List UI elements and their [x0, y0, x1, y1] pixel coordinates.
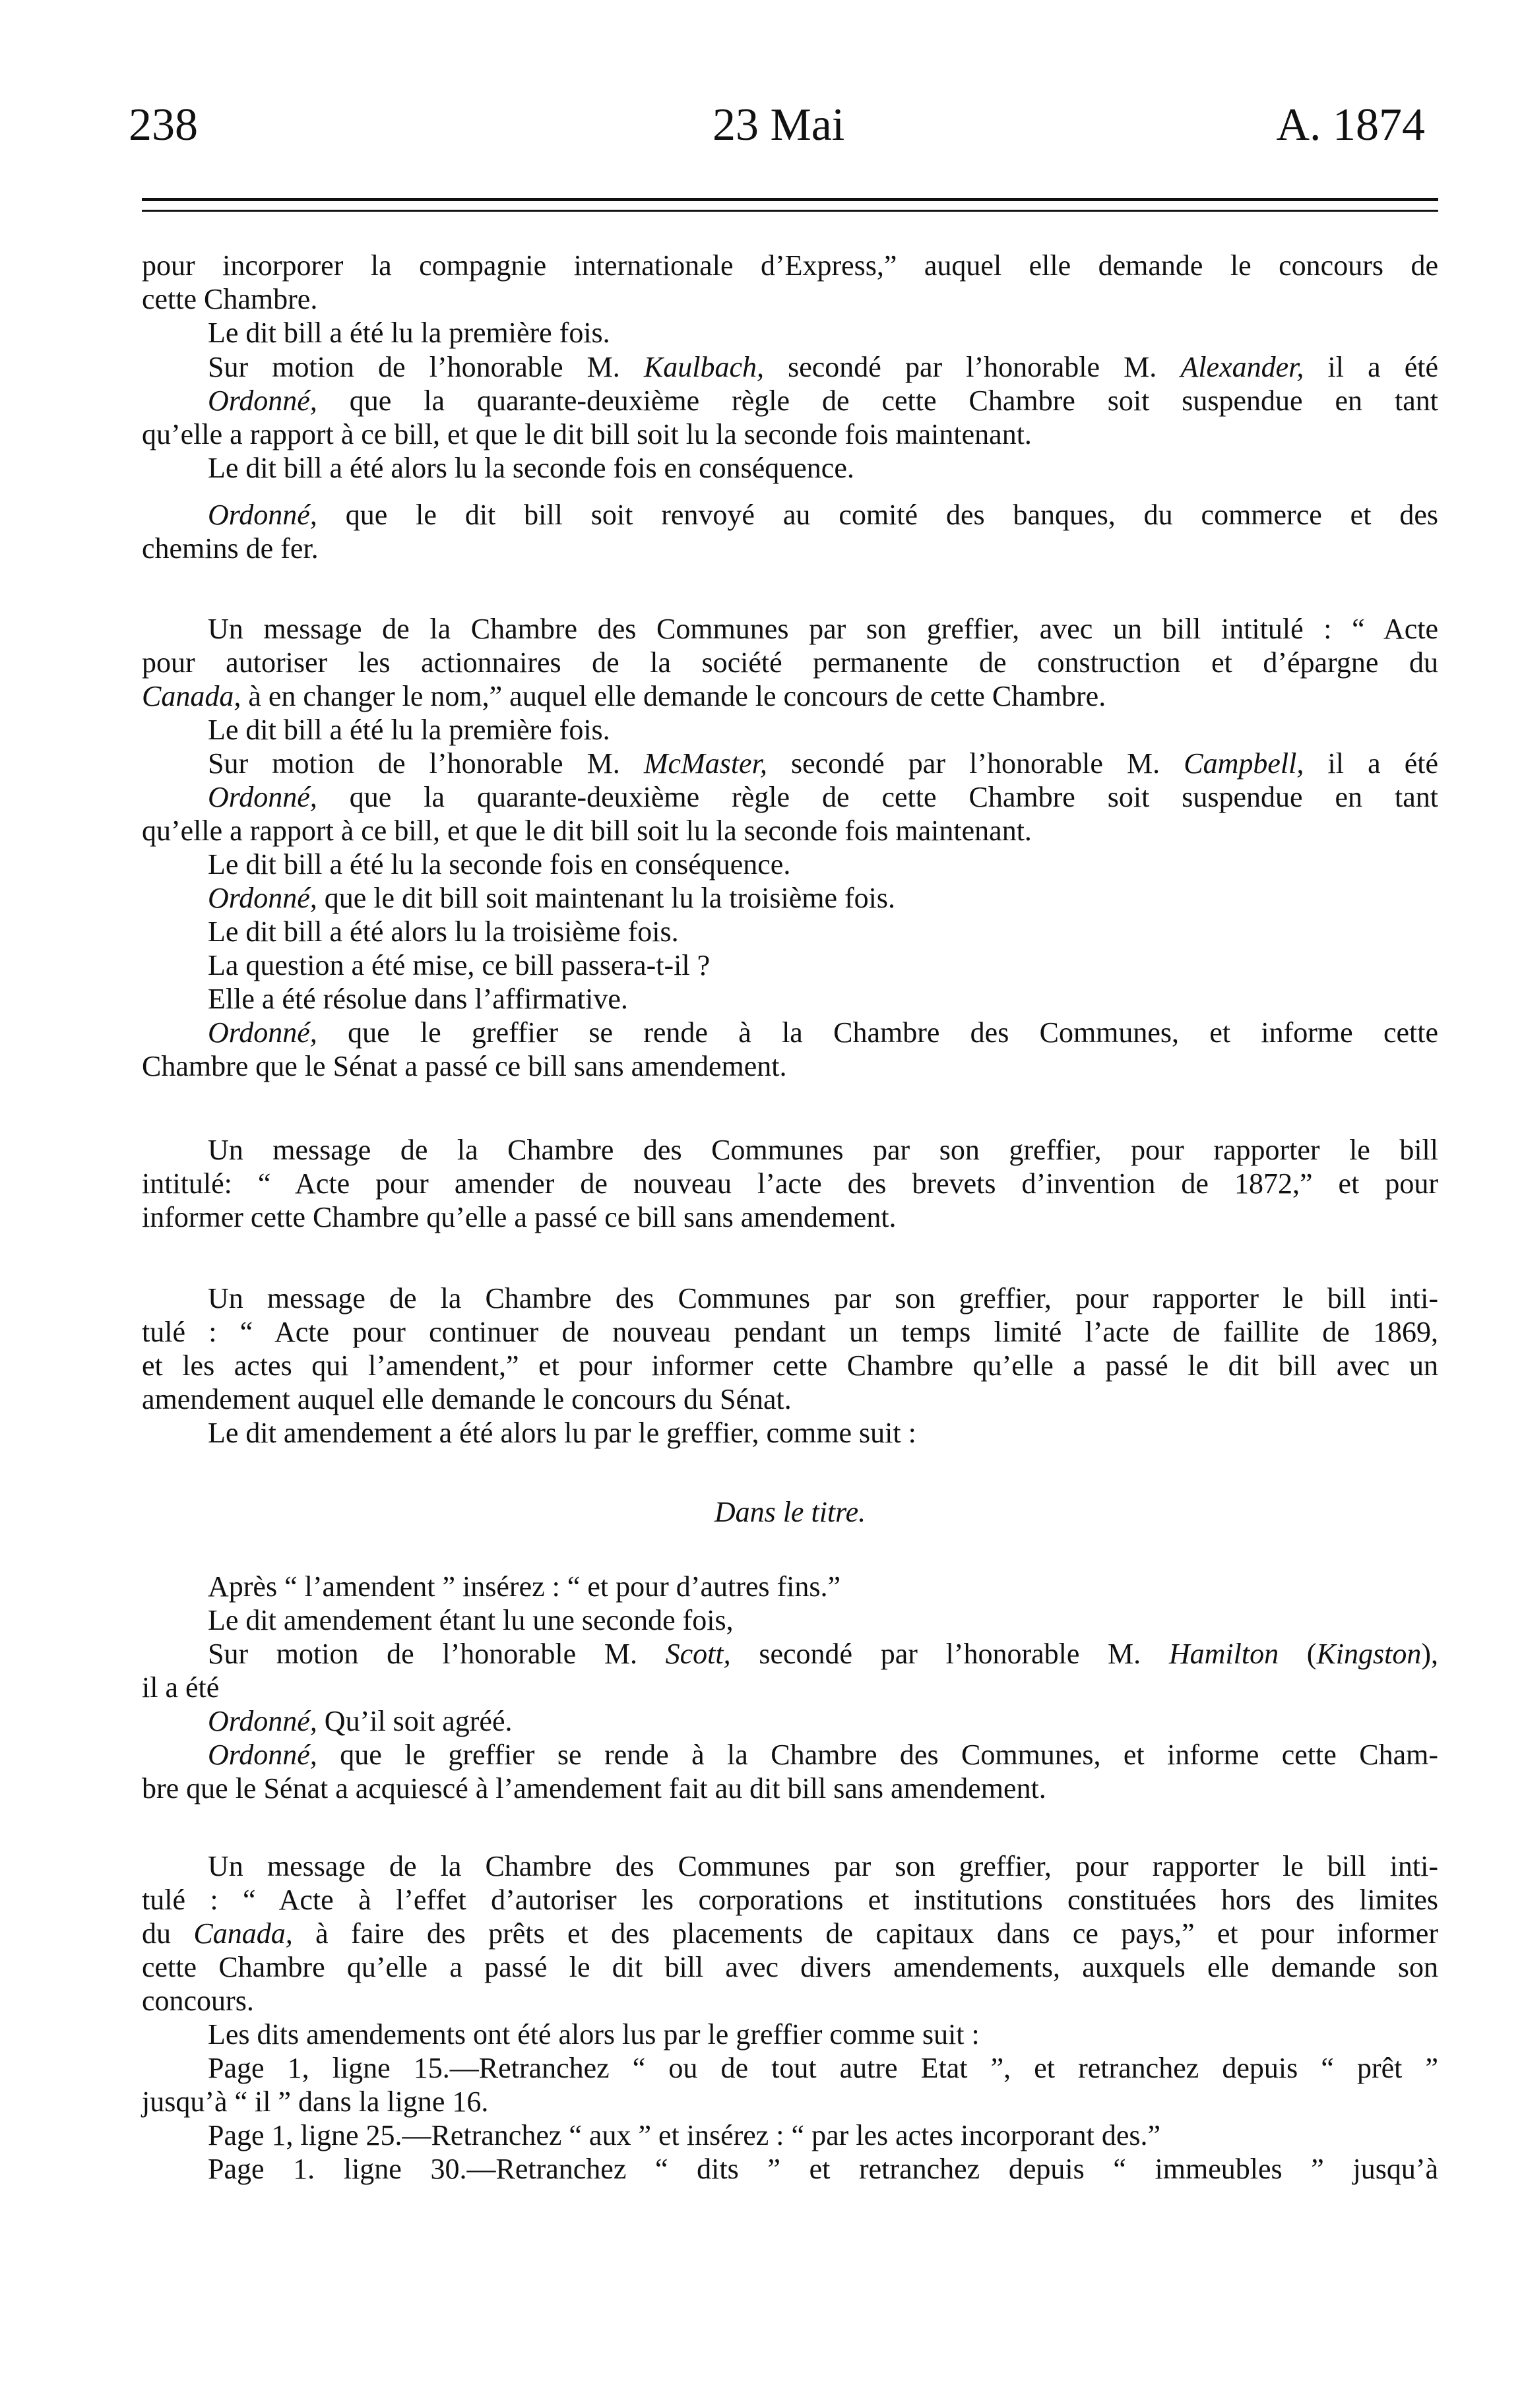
header-date: 23 Mai — [713, 100, 845, 150]
italic-text: Hamilton — [1168, 1638, 1279, 1670]
text-run: que le dit bill soit maintenant lu la troisième fois. — [317, 882, 895, 914]
text-line — [208, 1603, 1438, 1638]
text-run: Sur motion de l’honorable M. — [208, 1638, 666, 1670]
text-line — [208, 848, 1438, 882]
text-run: il a été — [1304, 351, 1439, 383]
text-line — [208, 316, 1438, 350]
text-run: Les dits amendements ont été alors lus par le greffier comme suit : — [208, 2018, 980, 2051]
text-run: tulé : “ Acte à l’effet d’autoriser les corporations et institutions constituées hors des limites — [142, 1884, 1438, 1916]
text-line — [208, 1637, 1438, 1671]
text-run: que la quarante-deuxième règle de cette Chambre soit suspendue en tant — [317, 385, 1438, 417]
text-run: bre que le Sénat a acquiescé à l’amendement fait au dit bill sans amendement. — [142, 1772, 1046, 1805]
italic-text: Ordonné, — [208, 385, 317, 417]
text-line — [142, 532, 1438, 566]
text-line — [208, 948, 1438, 983]
text-line — [142, 1349, 1438, 1383]
text-run: informer cette Chambre qu’elle a passé ce bill sans amendement. — [142, 1201, 897, 1233]
text-line — [142, 1671, 1438, 1705]
text-run: amendement auquel elle demande le concours du Sénat. — [142, 1383, 792, 1415]
text-run: qu’elle a rapport à ce bill, et que le dit bill soit lu la seconde fois maintenant. — [142, 418, 1032, 450]
text-line — [142, 1049, 1438, 1084]
text-line — [208, 747, 1438, 781]
text-run: Le dit bill a été lu la seconde fois en conséquence. — [208, 848, 791, 880]
text-line — [142, 1200, 1438, 1235]
text-line — [208, 881, 1438, 915]
text-run: chemins de fer. — [142, 532, 319, 565]
italic-text: Ordonné, — [208, 882, 317, 914]
italic-text: Canada, — [142, 680, 241, 712]
text-run: Un message de la Chambre des Communes par son greffier, pour rapporter le bill — [208, 1134, 1438, 1166]
text-run: secondé par l’honorable M. — [767, 747, 1184, 780]
text-run: que le dit bill soit renvoyé au comité des banques, du commerce et des — [317, 499, 1438, 531]
text-run: Le dit bill a été alors lu la seconde fois en conséquence. — [208, 452, 854, 484]
text-run: pour autoriser les actionnaires de la société permanente de construction et d’épargne du — [142, 646, 1438, 679]
text-run: ), — [1421, 1638, 1439, 1670]
text-line — [142, 417, 1438, 452]
text-run: à faire des prêts et des placements de capitaux dans ce pays,” et pour informer — [292, 1917, 1438, 1950]
text-run: Elle a été résolue dans l’affirmative. — [208, 983, 628, 1015]
text-run: Qu’il soit agréé. — [317, 1705, 513, 1737]
text-run: Sur motion de l’honorable M. — [208, 747, 644, 780]
text-line — [208, 1738, 1438, 1772]
text-line — [208, 451, 1438, 485]
text-line — [208, 498, 1438, 532]
italic-text: Dans le titre. — [714, 1496, 866, 1528]
italic-text: Ordonné, — [208, 1739, 317, 1771]
text-line — [208, 1416, 1438, 1450]
text-line — [142, 679, 1438, 714]
italic-text: Scott, — [665, 1638, 731, 1670]
text-line — [208, 2018, 1438, 2052]
header-rule-bottom — [142, 210, 1438, 212]
text-run: Sur motion de l’honorable M. — [208, 351, 644, 383]
text-run: Chambre que le Sénat a passé ce bill sans amendement. — [142, 1050, 787, 1082]
text-line — [142, 2085, 1438, 2119]
text-line — [208, 612, 1438, 646]
page-number: 238 — [129, 100, 198, 150]
italic-text: Kaulbach, — [643, 351, 764, 383]
text-line — [208, 1281, 1438, 1316]
italic-text: Ordonné, — [208, 781, 317, 813]
text-line — [208, 1133, 1438, 1167]
text-line — [142, 1950, 1438, 1985]
text-line — [142, 1315, 1438, 1349]
header-year: A. 1874 — [1276, 100, 1425, 150]
italic-text: Campbell, — [1184, 747, 1304, 780]
text-run: intitulé: “ Acte pour amender de nouveau l’acte des brevets d’invention de 1872,” et pour — [142, 1167, 1438, 1200]
text-run: Un message de la Chambre des Communes par son greffier, pour rapporter le bill inti- — [208, 1850, 1438, 1882]
text-line — [142, 282, 1438, 317]
italic-text: Ordonné, — [208, 499, 317, 531]
text-line — [142, 1984, 1438, 2018]
italic-text: Ordonné, — [208, 1705, 317, 1737]
text-run: La question a été mise, ce bill passera-t-il ? — [208, 949, 711, 981]
text-run: que la quarante-deuxième règle de cette Chambre soit suspendue en tant — [317, 781, 1438, 813]
text-line — [142, 1917, 1438, 1951]
text-run: Le dit bill a été alors lu la troisième fois. — [208, 915, 679, 948]
page-header — [129, 99, 1438, 171]
text-line — [208, 713, 1438, 747]
text-run: Un message de la Chambre des Communes par son greffier, avec un bill intitulé : “ Acte — [208, 613, 1438, 645]
italic-text: Canada, — [193, 1917, 293, 1950]
text-line — [208, 1849, 1438, 1884]
text-run: Le dit amendement étant lu une seconde fois, — [208, 1604, 734, 1636]
text-line — [142, 1167, 1438, 1201]
text-line — [142, 249, 1438, 283]
text-run: à en changer le nom,” auquel elle demande le concours de cette Chambre. — [241, 680, 1106, 712]
text-line — [208, 2152, 1438, 2186]
text-run: ( — [1279, 1638, 1317, 1670]
text-line — [208, 384, 1438, 418]
text-line — [208, 2118, 1438, 2153]
text-line — [208, 2051, 1438, 2085]
text-run: et les actes qui l’amendent,” et pour informer cette Chambre qu’elle a passé le dit bill avec un — [142, 1349, 1438, 1382]
text-run: Après “ l’amendent ” insérez : “ et pour d’autres fins.” — [208, 1570, 841, 1603]
italic-text: McMaster, — [643, 747, 767, 780]
text-run: Un message de la Chambre des Communes par son greffier, pour rapporter le bill inti- — [208, 1282, 1438, 1314]
text-run: Page 1. ligne 30.—Retranchez “ dits ” et retranchez depuis “ immeubles ” jusqu’à — [208, 2153, 1438, 2185]
italic-text: Alexander, — [1180, 351, 1304, 383]
text-line — [142, 646, 1438, 680]
text-line — [208, 982, 1438, 1016]
text-line — [142, 1883, 1438, 1917]
text-run: secondé par l’honorable M. — [763, 351, 1181, 383]
text-run: jusqu’à “ il ” dans la ligne 16. — [142, 2085, 489, 2118]
text-run: cette Chambre. — [142, 283, 318, 315]
text-run: cette Chambre qu’elle a passé le dit bill avec divers amendements, auxquels elle demande son — [142, 1951, 1438, 1983]
text-run: Page 1, ligne 15.—Retranchez “ ou de tout autre Etat ”, et retranchez depuis “ prêt ” — [208, 2052, 1438, 2084]
text-run: du — [142, 1917, 194, 1950]
text-run: tulé : “ Acte pour continuer de nouveau pendant un temps limité l’acte de faillite de 1869, — [142, 1316, 1438, 1348]
text-line — [208, 1704, 1438, 1739]
italic-text: Kingston — [1316, 1638, 1422, 1670]
text-line — [208, 915, 1438, 949]
text-run: Le dit bill a été lu la première fois. — [208, 714, 610, 746]
text-line — [208, 1570, 1438, 1604]
text-line — [208, 350, 1438, 385]
text-run: Page 1, ligne 25.—Retranchez “ aux ” et insérez : “ par les actes incorporant des.” — [208, 2119, 1161, 2151]
text-run: concours. — [142, 1985, 254, 2017]
section-heading — [142, 1495, 1438, 1529]
text-line — [208, 1016, 1438, 1050]
text-line — [142, 1382, 1438, 1417]
text-line — [142, 814, 1438, 848]
italic-text: Ordonné, — [208, 1016, 317, 1049]
text-line — [142, 1772, 1438, 1806]
text-run: il a été — [1304, 747, 1439, 780]
header-rule-top — [142, 198, 1438, 201]
text-run: Le dit amendement a été alors lu par le greffier, comme suit : — [208, 1417, 916, 1449]
text-run: pour incorporer la compagnie internationale d’Express,” auquel elle demande le concours de — [142, 249, 1438, 282]
text-line — [208, 780, 1438, 815]
text-run: que le greffier se rende à la Chambre des Communes, et informe cette — [317, 1016, 1438, 1049]
text-run: il a été — [142, 1671, 220, 1704]
text-run: Le dit bill a été lu la première fois. — [208, 317, 610, 349]
text-run: que le greffier se rende à la Chambre des Communes, et informe cette Cham- — [317, 1739, 1438, 1771]
text-run: secondé par l’honorable M. — [730, 1638, 1169, 1670]
text-run: qu’elle a rapport à ce bill, et que le dit bill soit lu la seconde fois maintenant. — [142, 815, 1032, 847]
